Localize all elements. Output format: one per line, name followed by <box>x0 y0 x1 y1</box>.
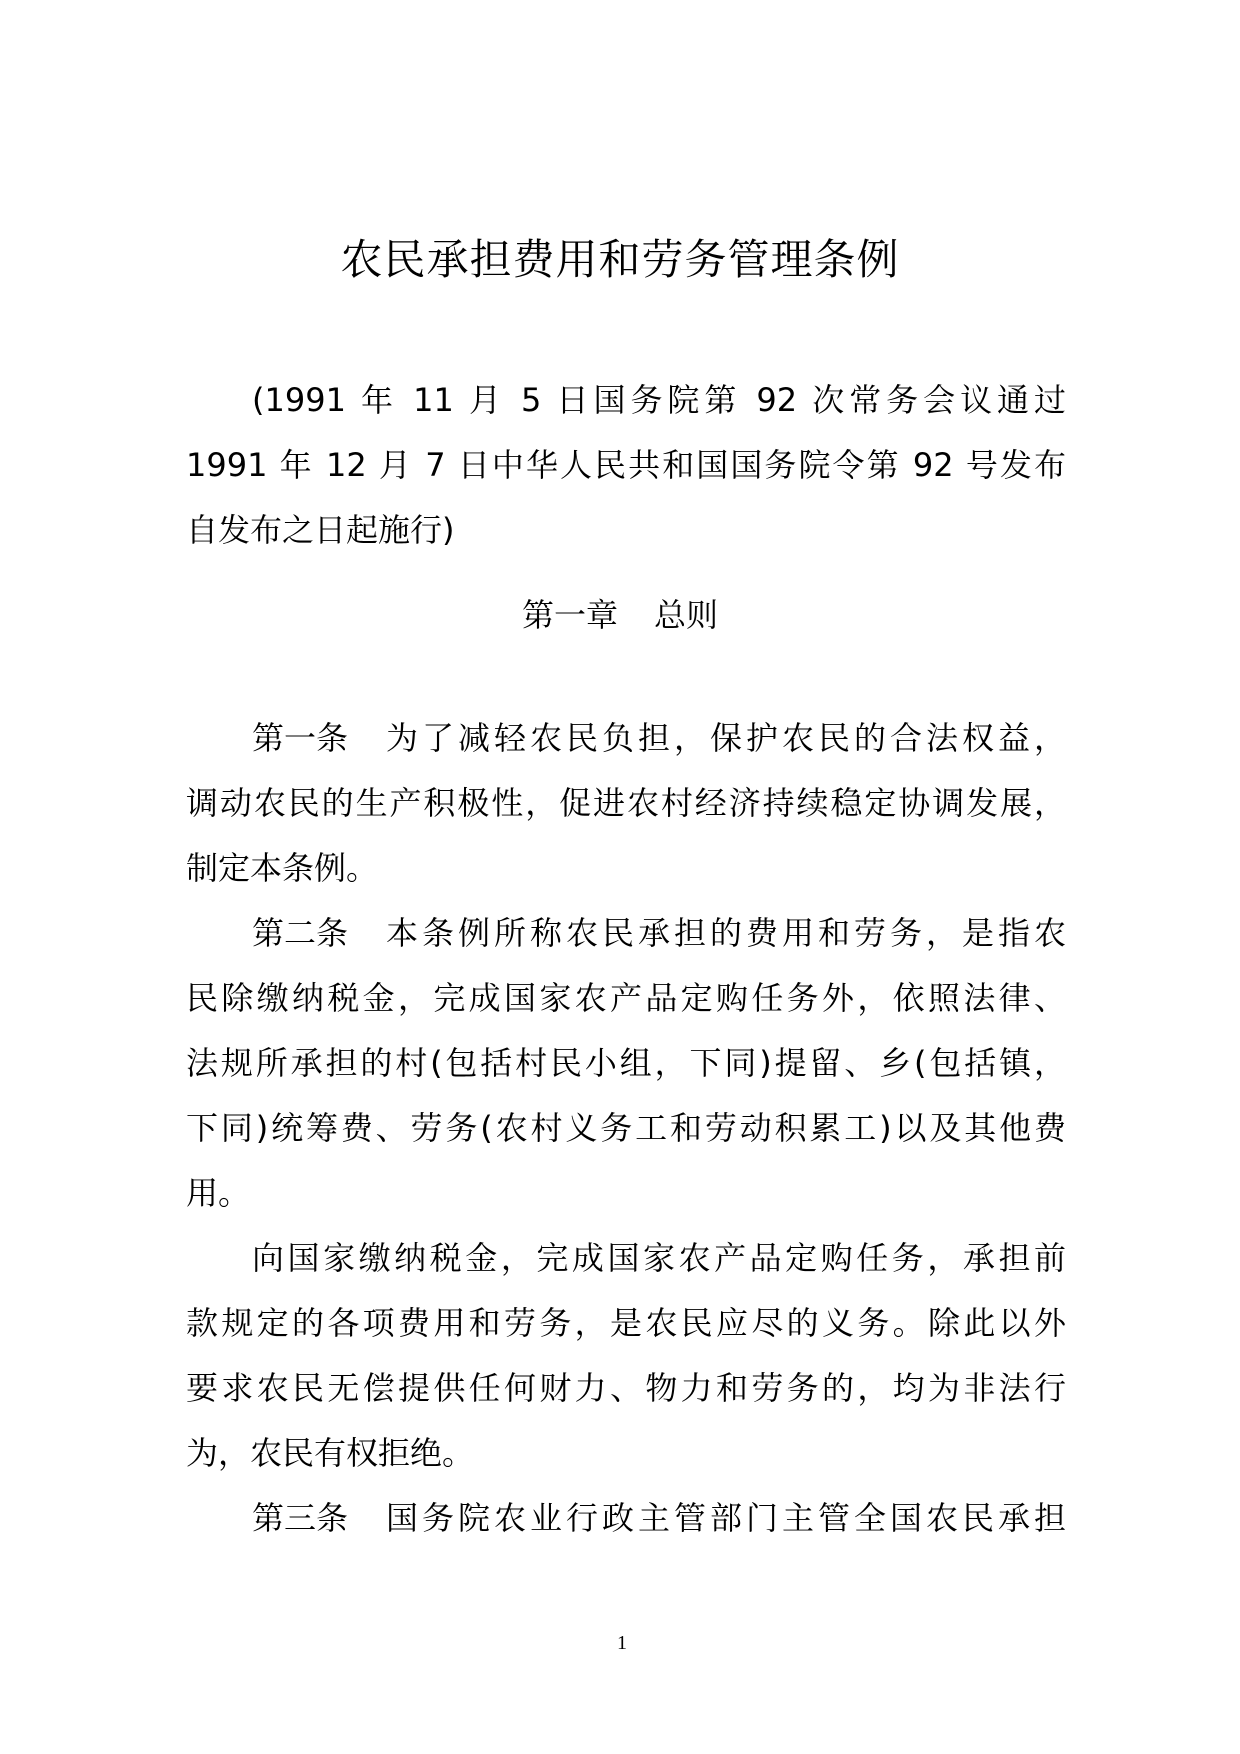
article-label: 第一条 <box>252 719 349 757</box>
article-line: 为，农民有权拒绝。 <box>186 1434 475 1472</box>
page-number: 1 <box>617 1632 627 1654</box>
article-text: 本条例所称农民承担的费用和劳务，是指农 <box>382 914 1066 952</box>
enactment-note-line: 自发布之日起施行) <box>186 511 455 549</box>
article-line: 下同)统筹费、劳务(农村义务工和劳动积累工)以及其他费 <box>186 1109 1066 1147</box>
article-text: 国务院农业行政主管部门主管全国农民承担 <box>382 1499 1066 1537</box>
chapter-heading <box>0 590 1240 640</box>
article-line: 制定本条例。 <box>186 849 379 887</box>
article-text: 为了减轻农民负担，保护农民的合法权益， <box>382 719 1066 757</box>
chapter-name: 总则 <box>654 596 719 634</box>
article-line <box>186 706 1066 771</box>
document-title: 农民承担费用和劳务管理条例 <box>340 235 900 284</box>
enactment-note-line: 1991 年 12 月 7 日中华人民共和国国务院令第 92 号发布 <box>186 446 1066 484</box>
enactment-note <box>186 368 1066 563</box>
article-line: 法规所承担的村(包括村民小组，下同)提留、乡(包括镇， <box>186 1044 1066 1082</box>
article-line <box>186 1486 1066 1551</box>
article-line: 用。 <box>186 1174 251 1212</box>
enactment-note-line: (1991 年 11 月 5 日国务院第 92 次常务会议通过 <box>252 381 1066 419</box>
article-line: 款规定的各项费用和劳务，是农民应尽的义务。除此以外 <box>186 1304 1066 1342</box>
article-line <box>186 901 1066 966</box>
article-line: 民除缴纳税金，完成国家农产品定购任务外，依照法律、 <box>186 979 1066 1017</box>
chapter-number: 第一章 <box>521 596 618 634</box>
article-label: 第三条 <box>252 1499 349 1537</box>
article-1 <box>186 706 1066 901</box>
article-3 <box>186 1486 1066 1551</box>
article-line: 要求农民无偿提供任何财力、物力和劳务的，均为非法行 <box>186 1369 1066 1407</box>
article-line: 调动农民的生产积极性，促进农村经济持续稳定协调发展， <box>186 784 1066 822</box>
article-line: 向国家缴纳税金，完成国家农产品定购任务，承担前 <box>252 1239 1066 1277</box>
article-2 <box>186 901 1066 1226</box>
article-2-paragraph-2 <box>186 1226 1066 1486</box>
article-label: 第二条 <box>252 914 349 952</box>
